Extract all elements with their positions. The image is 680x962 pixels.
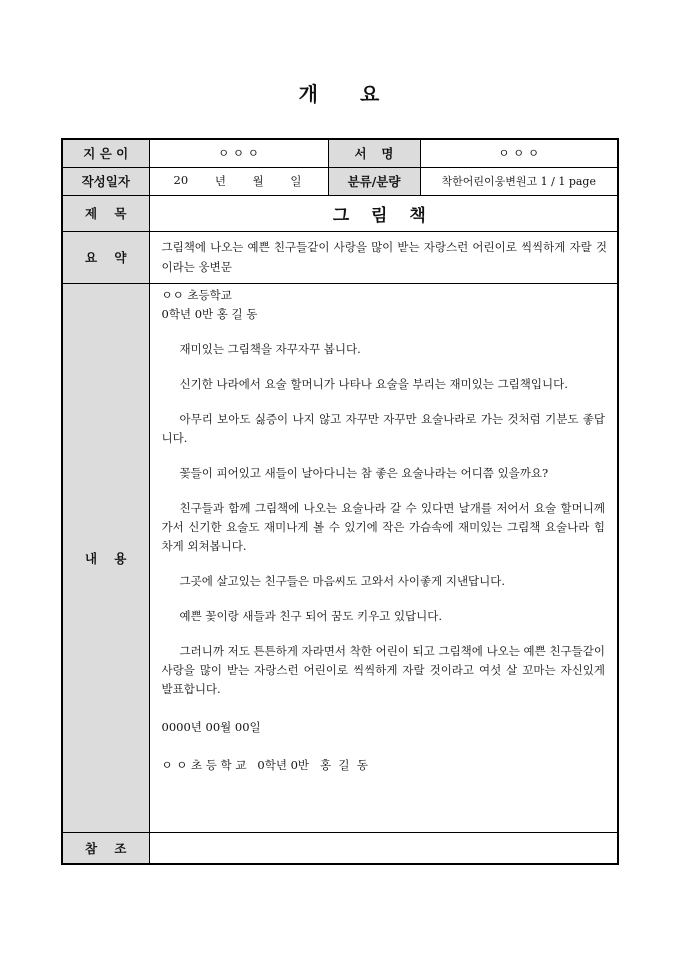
content-body — [149, 283, 618, 832]
date-year-unit: 년 — [214, 174, 226, 188]
reference-row — [62, 832, 618, 864]
page-title-part-1: 개 — [298, 82, 320, 106]
content-date-line: 0000년 00월 00일 — [161, 719, 261, 734]
author-row — [62, 139, 618, 167]
date-month-unit: 월 — [252, 174, 264, 188]
title-row — [62, 195, 618, 231]
title-label: 제 목 — [62, 195, 149, 231]
content-school: ㅇㅇ 초등학교 — [161, 287, 232, 302]
content-paragraph-2: 신기한 나라에서 요술 할머니가 나타나 요술을 부리는 재미있는 그림책입니다. — [179, 376, 568, 391]
author-value: ㅇ ㅇ ㅇ — [149, 139, 328, 167]
summary-form-table — [61, 138, 619, 865]
book-name-label — [328, 139, 420, 167]
category-label: 분류/분량 — [328, 167, 420, 195]
date-value — [149, 167, 328, 195]
summary-row — [62, 231, 618, 283]
content-paragraph-5: 친구들과 함께 그림책에 나오는 요술나라 갈 수 있다면 날개를 저어서 요술 할머니께 가서 신기한 요술도 재미나게 볼 수 있기에 작은 가슴속에 재미있는 그림책 요술나라 힘차게 외쳐봅니다. — [161, 500, 605, 553]
content-label: 내 용 — [62, 283, 149, 832]
content-signature: ㅇ ㅇ 초 등 학 교 0학년 0반 홍 길 동 — [161, 757, 368, 772]
page-title — [0, 78, 680, 107]
content-paragraph-6: 그곳에 살고있는 친구들은 마음씨도 고와서 사이좋게 지낸답니다. — [179, 573, 506, 588]
content-student: 0학년 0반 홍 길 동 — [161, 306, 258, 321]
book-name-value: ㅇ ㅇ ㅇ — [420, 139, 618, 167]
content-paragraph-4: 꽃들이 피어있고 새들이 날아다니는 참 좋은 요술나라는 어디쯤 있을까요? — [179, 465, 549, 480]
content-paragraph-7: 예쁜 꽃이랑 새들과 친구 되어 꿈도 키우고 있답니다. — [179, 608, 443, 623]
book-name-label-char-1: 서 — [354, 146, 367, 162]
summary-value: 그림책에 나오는 예쁜 친구들같이 사랑을 많이 받는 자랑스런 어린이로 씩씩하게 자랄 것이라는 웅변문 — [149, 231, 618, 283]
summary-label: 요 약 — [62, 231, 149, 283]
title-value: 그 림 책 — [149, 195, 618, 231]
book-name-label-char-2: 명 — [381, 146, 394, 162]
content-row — [62, 283, 618, 832]
author-label: 지 은 이 — [62, 139, 149, 167]
date-year: 20 — [173, 173, 189, 187]
content-paragraph-3: 아무리 보아도 싫증이 나지 않고 자꾸만 자꾸만 요술나라로 가는 것처럼 기분도 좋답니다. — [161, 411, 605, 445]
category-value: 착한어린이웅변원고 1 / 1 page — [420, 167, 618, 195]
date-row — [62, 167, 618, 195]
reference-value — [149, 832, 618, 864]
reference-label: 참 조 — [62, 832, 149, 864]
content-paragraph-1: 재미있는 그림책을 자꾸자꾸 봅니다. — [179, 341, 361, 356]
date-label: 작성일자 — [62, 167, 149, 195]
page-title-part-2: 요 — [360, 82, 382, 106]
content-paragraph-8: 그러니까 저도 튼튼하게 자라면서 착한 어린이 되고 그림책에 나오는 예쁜 친구들같이 사랑을 많이 받는 자랑스런 어린이로 씩씩하게 자랄 것이라고 여섯 살 꼬마는 자신있게 발표합니다. — [161, 643, 605, 696]
date-day-unit: 일 — [290, 174, 302, 188]
